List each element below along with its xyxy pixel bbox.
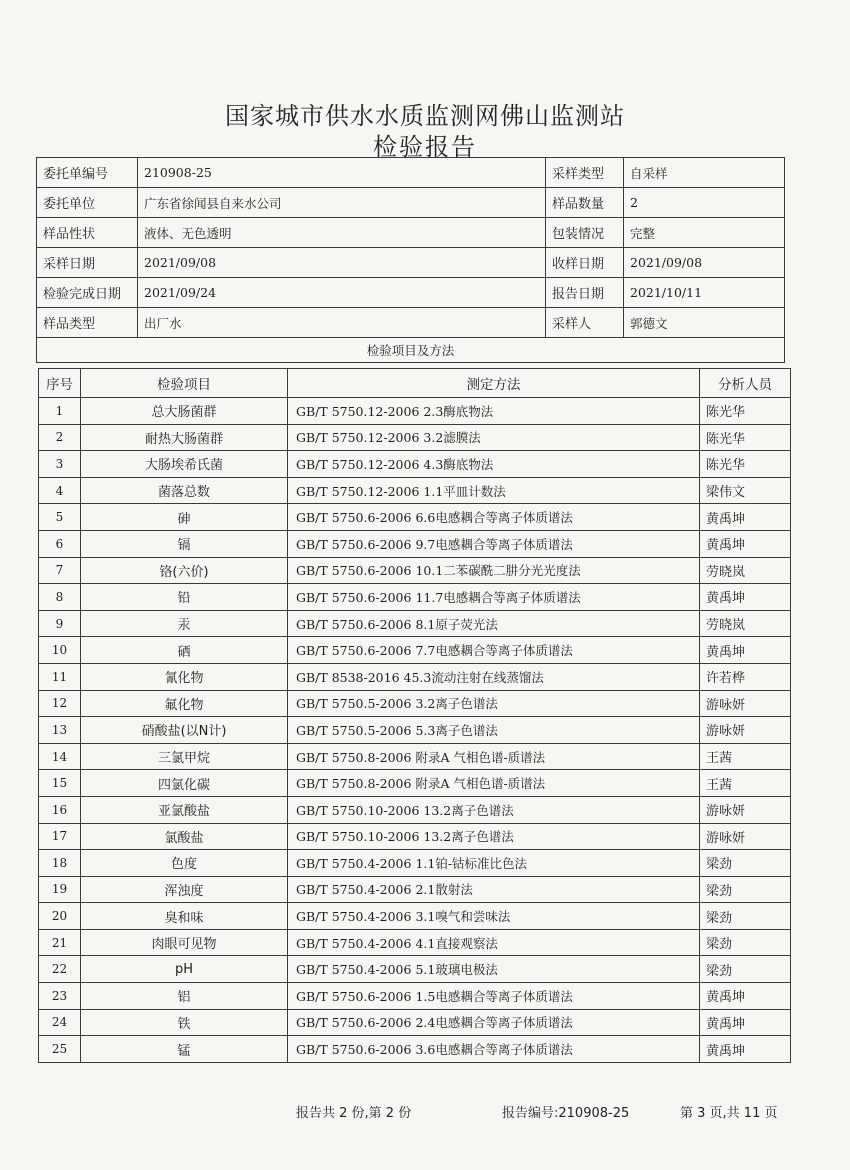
row-index: 16 xyxy=(39,796,81,823)
row-item: 氟化物 xyxy=(81,690,288,717)
table-row xyxy=(39,663,791,690)
table-row xyxy=(39,850,791,877)
row-item: 耐热大肠菌群 xyxy=(81,424,288,451)
row-analyst: 陈光华 xyxy=(700,451,791,478)
row-method: GB/T 5750.12-2006 2.3酶底物法 xyxy=(288,398,700,425)
info-value: 完整 xyxy=(624,218,785,248)
header-item: 检验项目 xyxy=(81,369,288,398)
row-analyst: 梁劲 xyxy=(700,903,791,930)
info-label: 委托单位 xyxy=(37,188,138,218)
header-method: 测定方法 xyxy=(288,369,700,398)
table-row xyxy=(39,584,791,611)
info-value: 2021/10/11 xyxy=(624,278,785,308)
row-analyst: 游咏妍 xyxy=(700,690,791,717)
table-row xyxy=(39,796,791,823)
row-index: 21 xyxy=(39,929,81,956)
info-label: 样品数量 xyxy=(546,188,624,218)
row-method: GB/T 5750.8-2006 附录A 气相色谱-质谱法 xyxy=(288,743,700,770)
row-item: 氰化物 xyxy=(81,663,288,690)
table-row xyxy=(39,637,791,664)
info-label: 采样类型 xyxy=(546,158,624,188)
row-index: 4 xyxy=(39,477,81,504)
table-row xyxy=(39,929,791,956)
info-value: 郭德文 xyxy=(624,308,785,338)
row-method: GB/T 5750.12-2006 3.2滤膜法 xyxy=(288,424,700,451)
row-item: 总大肠菌群 xyxy=(81,398,288,425)
row-item: 四氯化碳 xyxy=(81,770,288,797)
info-value: 液体、无色透明 xyxy=(138,218,546,248)
report-title: 国家城市供水水质监测网佛山监测站 xyxy=(225,102,625,130)
info-value: 2 xyxy=(624,188,785,218)
row-index: 18 xyxy=(39,850,81,877)
header-index: 序号 xyxy=(39,369,81,398)
table-row xyxy=(39,557,791,584)
row-analyst: 许若桦 xyxy=(700,663,791,690)
row-item: 铝 xyxy=(81,983,288,1010)
section-title: 检验项目及方法 xyxy=(37,338,785,363)
row-index: 13 xyxy=(39,717,81,744)
row-item: 砷 xyxy=(81,504,288,531)
info-value: 出厂水 xyxy=(138,308,546,338)
row-method: GB/T 8538-2016 45.3流动注射在线蒸馏法 xyxy=(288,663,700,690)
row-analyst: 陈光华 xyxy=(700,424,791,451)
row-method: GB/T 5750.4-2006 4.1直接观察法 xyxy=(288,929,700,956)
row-analyst: 梁劲 xyxy=(700,929,791,956)
table-header-row xyxy=(39,369,791,398)
row-index: 20 xyxy=(39,903,81,930)
info-value: 广东省徐闻县自来水公司 xyxy=(138,188,546,218)
info-label: 报告日期 xyxy=(546,278,624,308)
row-analyst: 劳晓岚 xyxy=(700,610,791,637)
table-row xyxy=(39,743,791,770)
table-row xyxy=(39,956,791,983)
info-value: 2021/09/24 xyxy=(138,278,546,308)
row-method: GB/T 5750.6-2006 9.7电感耦合等离子体质谱法 xyxy=(288,530,700,557)
row-item: pH xyxy=(81,956,288,983)
row-index: 3 xyxy=(39,451,81,478)
info-row xyxy=(37,278,785,308)
row-item: 大肠埃希氏菌 xyxy=(81,451,288,478)
row-item: 色度 xyxy=(81,850,288,877)
info-row xyxy=(37,308,785,338)
row-method: GB/T 5750.6-2006 6.6电感耦合等离子体质谱法 xyxy=(288,504,700,531)
info-row xyxy=(37,218,785,248)
row-method: GB/T 5750.5-2006 3.2离子色谱法 xyxy=(288,690,700,717)
table-row xyxy=(39,876,791,903)
row-method: GB/T 5750.12-2006 4.3酶底物法 xyxy=(288,451,700,478)
row-method: GB/T 5750.6-2006 3.6电感耦合等离子体质谱法 xyxy=(288,1036,700,1063)
info-label: 采样日期 xyxy=(37,248,138,278)
row-index: 10 xyxy=(39,637,81,664)
row-item: 锰 xyxy=(81,1036,288,1063)
row-analyst: 梁劲 xyxy=(700,850,791,877)
row-index: 17 xyxy=(39,823,81,850)
row-method: GB/T 5750.8-2006 附录A 气相色谱-质谱法 xyxy=(288,770,700,797)
row-method: GB/T 5750.6-2006 11.7电感耦合等离子体质谱法 xyxy=(288,584,700,611)
row-item: 亚氯酸盐 xyxy=(81,796,288,823)
row-index: 1 xyxy=(39,398,81,425)
row-index: 8 xyxy=(39,584,81,611)
row-analyst: 梁伟文 xyxy=(700,477,791,504)
row-index: 22 xyxy=(39,956,81,983)
row-method: GB/T 5750.4-2006 5.1玻璃电极法 xyxy=(288,956,700,983)
row-index: 23 xyxy=(39,983,81,1010)
row-index: 9 xyxy=(39,610,81,637)
table-row xyxy=(39,983,791,1010)
row-analyst: 黄禹坤 xyxy=(700,504,791,531)
row-index: 6 xyxy=(39,530,81,557)
row-analyst: 黄禹坤 xyxy=(700,1009,791,1036)
row-index: 11 xyxy=(39,663,81,690)
row-analyst: 黄禹坤 xyxy=(700,584,791,611)
row-analyst: 黄禹坤 xyxy=(700,983,791,1010)
table-row xyxy=(39,504,791,531)
row-index: 24 xyxy=(39,1009,81,1036)
report-subtitle: 检验报告 xyxy=(373,133,477,161)
test-items-table xyxy=(38,368,791,1063)
row-analyst: 王茜 xyxy=(700,743,791,770)
row-item: 铬(六价) xyxy=(81,557,288,584)
copies-note: 报告共 2 份,第 2 份 xyxy=(296,1106,412,1121)
info-row xyxy=(37,188,785,218)
row-item: 硒 xyxy=(81,637,288,664)
info-label: 包装情况 xyxy=(546,218,624,248)
row-item: 镉 xyxy=(81,530,288,557)
report-info-table xyxy=(36,157,785,363)
table-row xyxy=(39,903,791,930)
info-value: 2021/09/08 xyxy=(138,248,546,278)
report-number: 报告编号:210908-25 xyxy=(502,1106,630,1121)
info-label: 收样日期 xyxy=(546,248,624,278)
table-row xyxy=(39,690,791,717)
table-row xyxy=(39,398,791,425)
info-label: 样品性状 xyxy=(37,218,138,248)
row-analyst: 黄禹坤 xyxy=(700,637,791,664)
row-method: GB/T 5750.6-2006 2.4电感耦合等离子体质谱法 xyxy=(288,1009,700,1036)
row-index: 25 xyxy=(39,1036,81,1063)
row-analyst: 陈光华 xyxy=(700,398,791,425)
row-method: GB/T 5750.6-2006 7.7电感耦合等离子体质谱法 xyxy=(288,637,700,664)
table-row xyxy=(39,717,791,744)
row-method: GB/T 5750.4-2006 3.1嗅气和尝味法 xyxy=(288,903,700,930)
row-analyst: 黄禹坤 xyxy=(700,530,791,557)
info-label: 样品类型 xyxy=(37,308,138,338)
row-analyst: 王茜 xyxy=(700,770,791,797)
row-method: GB/T 5750.5-2006 5.3离子色谱法 xyxy=(288,717,700,744)
row-method: GB/T 5750.4-2006 1.1铂-钴标准比色法 xyxy=(288,850,700,877)
row-analyst: 梁劲 xyxy=(700,876,791,903)
page-number: 第 3 页,共 11 页 xyxy=(680,1106,778,1121)
table-row xyxy=(39,610,791,637)
row-item: 氯酸盐 xyxy=(81,823,288,850)
info-row xyxy=(37,248,785,278)
info-value: 2021/09/08 xyxy=(624,248,785,278)
row-index: 15 xyxy=(39,770,81,797)
row-item: 菌落总数 xyxy=(81,477,288,504)
row-item: 浑浊度 xyxy=(81,876,288,903)
row-method: GB/T 5750.10-2006 13.2离子色谱法 xyxy=(288,796,700,823)
row-analyst: 游咏妍 xyxy=(700,823,791,850)
section-row xyxy=(37,338,785,363)
row-index: 19 xyxy=(39,876,81,903)
row-analyst: 游咏妍 xyxy=(700,796,791,823)
row-item: 铅 xyxy=(81,584,288,611)
info-value: 210908-25 xyxy=(138,158,546,188)
table-row xyxy=(39,424,791,451)
table-row xyxy=(39,1009,791,1036)
info-value: 自采样 xyxy=(624,158,785,188)
row-method: GB/T 5750.10-2006 13.2离子色谱法 xyxy=(288,823,700,850)
row-index: 12 xyxy=(39,690,81,717)
row-index: 14 xyxy=(39,743,81,770)
row-item: 铁 xyxy=(81,1009,288,1036)
row-analyst: 梁劲 xyxy=(700,956,791,983)
info-row xyxy=(37,158,785,188)
row-index: 7 xyxy=(39,557,81,584)
row-method: GB/T 5750.6-2006 8.1原子荧光法 xyxy=(288,610,700,637)
table-row xyxy=(39,1036,791,1063)
row-method: GB/T 5750.6-2006 1.5电感耦合等离子体质谱法 xyxy=(288,983,700,1010)
row-item: 臭和味 xyxy=(81,903,288,930)
row-index: 5 xyxy=(39,504,81,531)
info-label: 检验完成日期 xyxy=(37,278,138,308)
row-item: 肉眼可见物 xyxy=(81,929,288,956)
table-row xyxy=(39,823,791,850)
row-item: 硝酸盐(以N计) xyxy=(81,717,288,744)
row-analyst: 游咏妍 xyxy=(700,717,791,744)
row-method: GB/T 5750.4-2006 2.1散射法 xyxy=(288,876,700,903)
row-item: 汞 xyxy=(81,610,288,637)
table-row xyxy=(39,477,791,504)
row-method: GB/T 5750.12-2006 1.1平皿计数法 xyxy=(288,477,700,504)
table-row xyxy=(39,530,791,557)
row-analyst: 黄禹坤 xyxy=(700,1036,791,1063)
row-index: 2 xyxy=(39,424,81,451)
info-label: 委托单编号 xyxy=(37,158,138,188)
info-label: 采样人 xyxy=(546,308,624,338)
row-item: 三氯甲烷 xyxy=(81,743,288,770)
table-row xyxy=(39,770,791,797)
table-row xyxy=(39,451,791,478)
row-method: GB/T 5750.6-2006 10.1二苯碳酰二肼分光光度法 xyxy=(288,557,700,584)
row-analyst: 劳晓岚 xyxy=(700,557,791,584)
header-analyst: 分析人员 xyxy=(700,369,791,398)
